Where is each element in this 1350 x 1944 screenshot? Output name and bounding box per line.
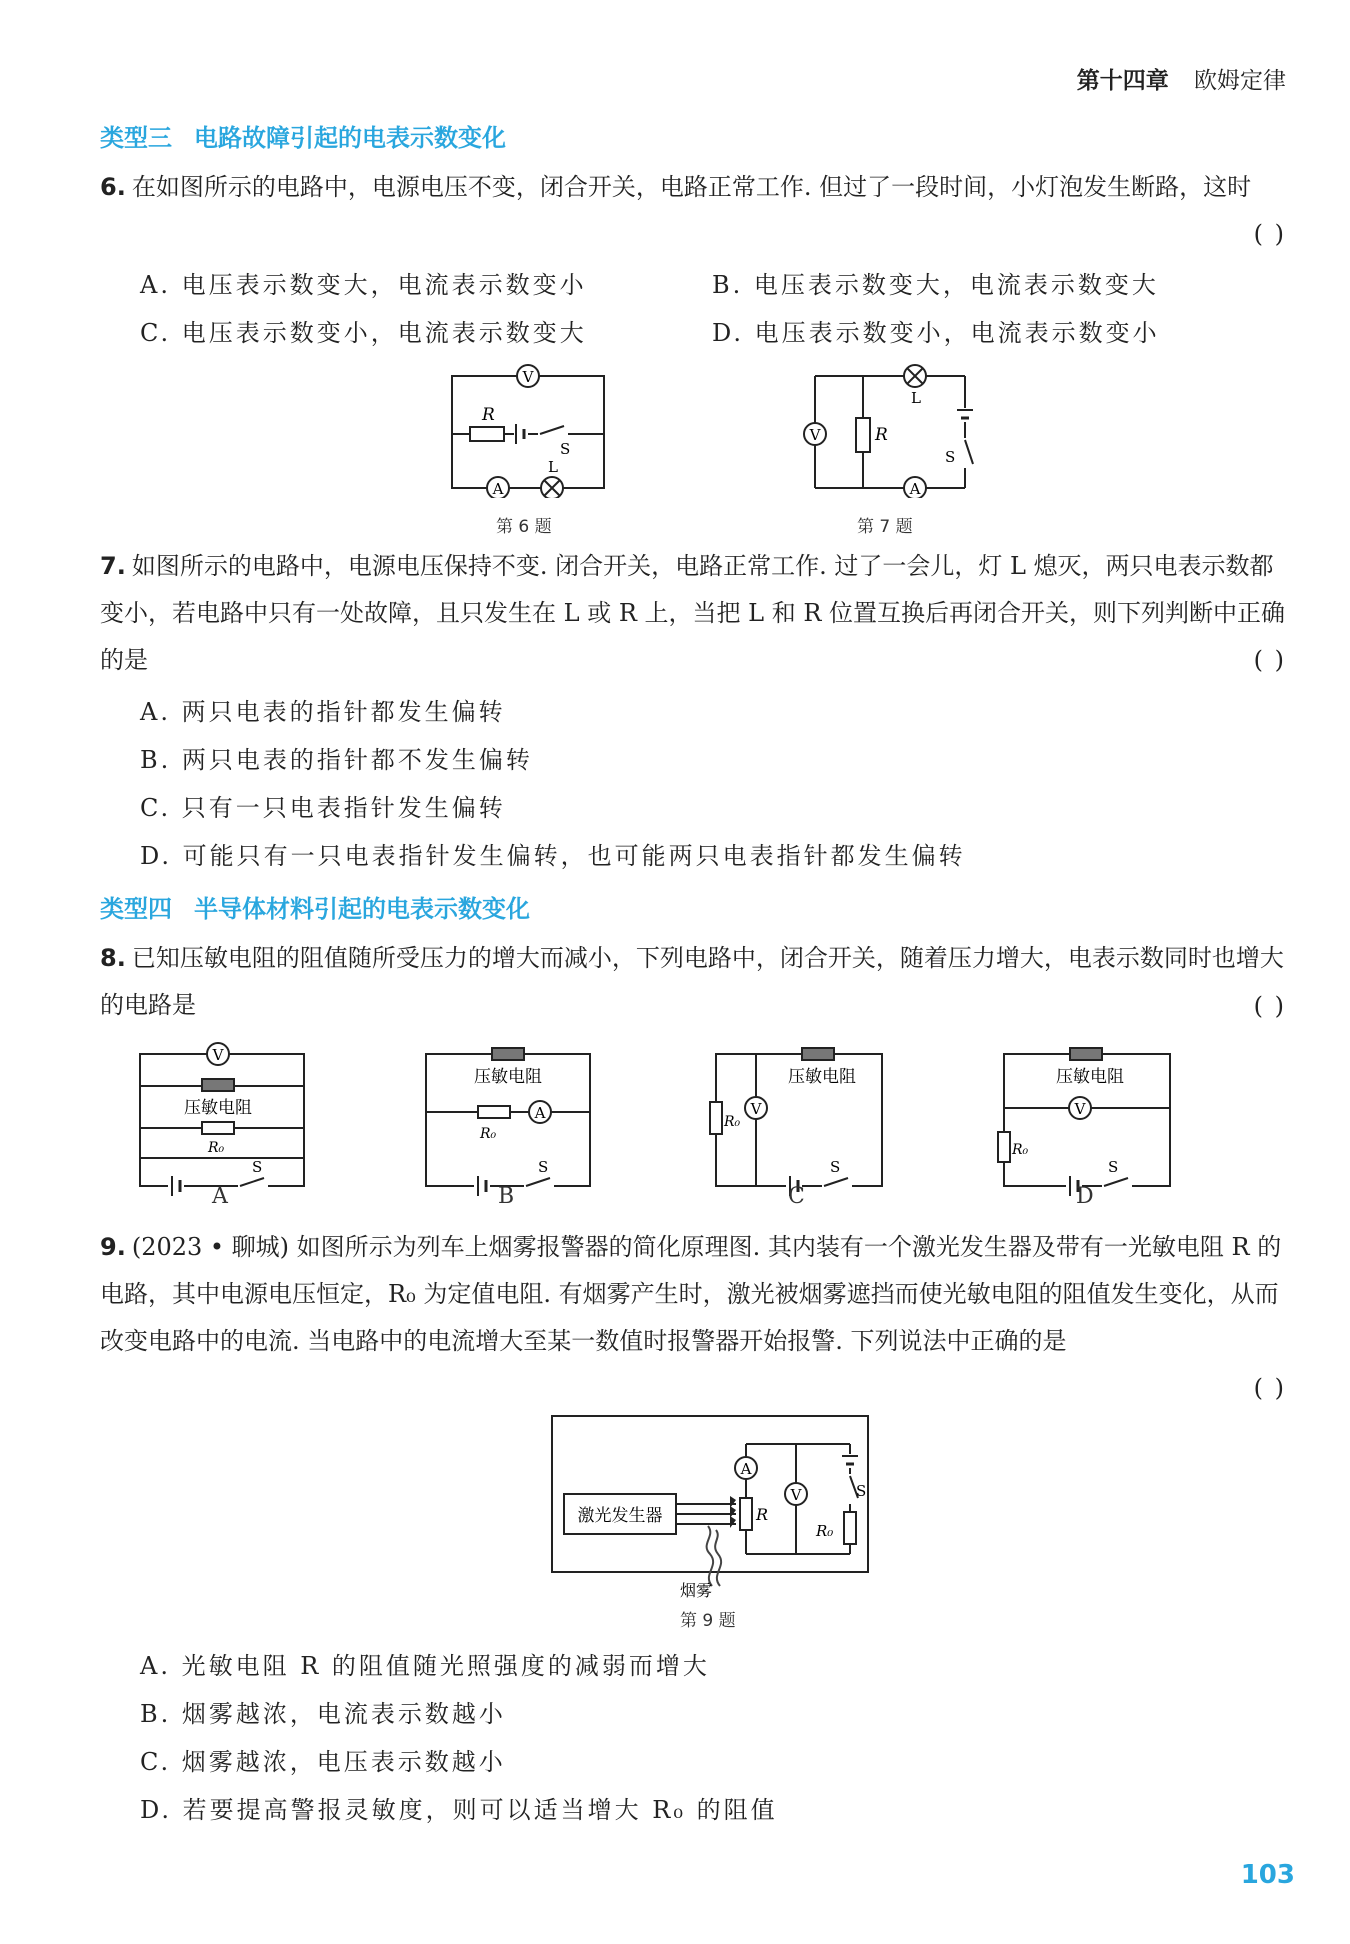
r0-label: R₀ <box>1012 1142 1029 1158</box>
question-number: 9. <box>100 1233 126 1261</box>
chapter-title: 欧姆定律 <box>1194 68 1286 94</box>
figure-caption-q7: 第 7 题 <box>857 517 913 537</box>
answer-bracket: ( ) <box>1253 646 1286 674</box>
figure-caption-q6: 第 6 题 <box>496 517 552 537</box>
section-label: 类型三 <box>100 124 172 152</box>
switch-label: S <box>830 1158 841 1176</box>
circuit-label-b: B <box>498 1184 515 1209</box>
option-b: B. 电压表示数变大，电流表示数变大 <box>712 271 1159 299</box>
chapter-number: 第十四章 <box>1076 68 1169 94</box>
answer-bracket: ( ) <box>1253 1374 1286 1402</box>
ammeter-label: A <box>909 480 921 498</box>
switch-label: S <box>560 440 571 458</box>
question-text: (2023 • 聊城) 如图所示为列车上烟雾报警器的简化原理图. 其内装有一个激光发生器及带有一光敏电阻 R 的电路，其中电源电压恒定，R₀ 为定值电阻. 有烟雾产生时，激光被烟雾遮挡而使光敏电阻的阻值发生变化，从而改变电路中的电流. 当电路中的电流增大至某一数值时报警器开始报警. 下列说法中正确的是 <box>100 1233 1282 1355</box>
switch-label: S <box>945 448 956 466</box>
resistor-label: R <box>482 405 495 425</box>
lamp-label: L <box>548 458 558 476</box>
switch-label: S <box>252 1158 263 1176</box>
figure-caption-q9: 第 9 题 <box>680 1611 736 1631</box>
section-label: 类型四 <box>100 895 172 923</box>
question-text: 已知压敏电阻的阻值随所受压力的增大而减小，下列电路中，闭合开关，随着压力增大，电表示数同时也增大的电路是 <box>100 944 1284 1019</box>
smoke-label: 烟雾 <box>680 1581 713 1600</box>
voltmeter-label: V <box>212 1046 224 1064</box>
question-7 <box>100 543 1290 684</box>
section-heading-type3 <box>100 118 506 153</box>
voltmeter-label: V <box>809 426 821 444</box>
section-heading-type4 <box>100 889 530 924</box>
question-9 <box>100 1224 1290 1365</box>
circuit-label-a: A <box>212 1184 228 1209</box>
circuit-label-c: C <box>788 1184 805 1209</box>
voltmeter-label: V <box>1074 1100 1086 1118</box>
voltmeter-label: V <box>750 1100 762 1118</box>
chapter-header <box>1077 62 1286 95</box>
option-a: A. 光敏电阻 R 的阻值随光照强度的减弱而增大 <box>140 1652 710 1680</box>
answer-bracket: ( ) <box>1253 220 1286 248</box>
pressure-resistor-label: 压敏电阻 <box>184 1098 252 1118</box>
option-c: C. 烟雾越浓，电压表示数越小 <box>140 1748 506 1776</box>
switch-label: S <box>856 1482 867 1500</box>
circuit-diagram-q7 <box>795 358 990 498</box>
r0-label: R₀ <box>480 1126 497 1142</box>
option-c: C. 只有一只电表指针发生偏转 <box>140 794 506 822</box>
section-title: 电路故障引起的电表示数变化 <box>194 124 506 152</box>
option-b: B. 烟雾越浓，电流表示数越小 <box>140 1700 506 1728</box>
question-number: 6. <box>100 173 126 201</box>
question-6 <box>100 164 1290 211</box>
voltmeter-label: V <box>790 1486 802 1504</box>
switch-label: S <box>1108 1158 1119 1176</box>
option-b: B. 两只电表的指针都不发生偏转 <box>140 746 533 774</box>
option-d: D. 可能只有一只电表指针发生偏转，也可能两只电表指针都发生偏转 <box>140 842 966 870</box>
circuit-label-d: D <box>1076 1184 1094 1209</box>
r0-label: R₀ <box>724 1114 741 1130</box>
resistor-label: R <box>875 425 888 445</box>
lamp-label: L <box>911 389 921 407</box>
ammeter-label: A <box>740 1460 752 1478</box>
circuit-diagram-q6 <box>440 358 620 498</box>
voltmeter-label: V <box>522 368 534 386</box>
option-d: D. 若要提高警报灵敏度，则可以适当增大 R₀ 的阻值 <box>140 1796 778 1824</box>
laser-generator-label: 激光发生器 <box>577 1506 663 1526</box>
question-8 <box>100 935 1290 1029</box>
pressure-resistor-label: 压敏电阻 <box>474 1067 542 1087</box>
option-d: D. 电压表示数变小，电流表示数变小 <box>712 319 1160 347</box>
section-title: 半导体材料引起的电表示数变化 <box>194 895 530 923</box>
question-number: 8. <box>100 944 126 972</box>
answer-bracket: ( ) <box>1253 992 1286 1020</box>
r0-label: R₀ <box>816 1522 834 1540</box>
smoke-alarm-diagram <box>550 1414 870 1600</box>
switch-label: S <box>538 1158 549 1176</box>
option-a: A. 两只电表的指针都发生偏转 <box>140 698 506 726</box>
pressure-resistor-label: 压敏电阻 <box>788 1067 856 1087</box>
option-a: A. 电压表示数变大，电流表示数变小 <box>140 271 587 299</box>
option-c: C. 电压表示数变小，电流表示数变大 <box>140 319 587 347</box>
photoresistor-label: R <box>756 1505 769 1524</box>
ammeter-label: A <box>492 480 504 498</box>
question-text: 在如图所示的电路中，电源电压不变，闭合开关，电路正常工作. 但过了一段时间，小灯泡发生断路，这时 <box>131 173 1252 201</box>
pressure-resistor-label: 压敏电阻 <box>1056 1067 1124 1087</box>
question-number: 7. <box>100 552 126 580</box>
ammeter-label: A <box>534 1104 546 1122</box>
question-text: 如图所示的电路中，电源电压保持不变. 闭合开关，电路正常工作. 过了一会儿，灯 L 熄灭，两只电表示数都变小，若电路中只有一处故障，且只发生在 L 或 R 上，当把 L 和 R 位置互换后再闭合开关，则下列判断中正确的是 <box>100 552 1286 674</box>
r0-label: R₀ <box>208 1140 225 1156</box>
page-number: 103 <box>1240 1860 1295 1890</box>
